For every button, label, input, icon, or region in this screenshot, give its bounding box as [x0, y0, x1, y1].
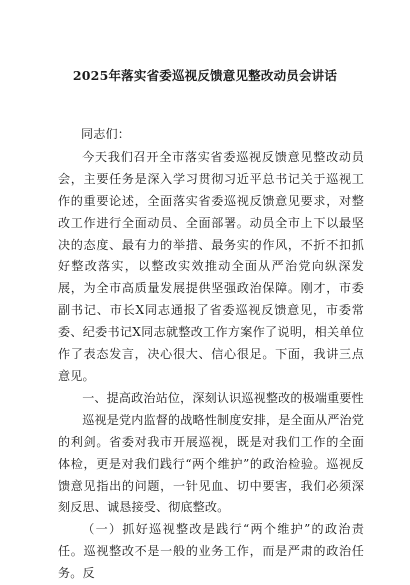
paragraph-subsection-1: （一）抓好巡视整改是践行“两个维护”的政治责任。巡视整改不是一般的业务工作，而是严肃的政治任务。反 — [58, 522, 364, 581]
paragraph-intro: 今天我们召开全市落实省委巡视反馈意见整改动员会，主要任务是深入学习贯彻习近平总书记关于巡视工作的重要论述，全面落实省委巡视反馈意见要求，对整改工作进行全面动员、全面部署。动员全市上下以最坚决的态度、最有力的举措、最务实的作风，不折不扣抓好整改落实，以整改实效推动全面从严治党向纵深发展，为全市高质量发展提供坚强政治保障。刚才，市委副书记、市长X同志通报了省委巡视反馈意见，市委常委、纪委书记X同志就整改工作方案作了说明，相关单位作了表态发言，决心很大、信心很足。下面，我讲三点意见。 — [58, 149, 364, 383]
document-body — [58, 124, 364, 585]
section-heading-1: 一、提高政治站位，深刻认识巡视整改的极端重要性 — [82, 390, 364, 405]
document-title: 2025年落实省委巡视反馈意见整改动员会讲话 — [72, 68, 338, 83]
salutation: 同志们： — [80, 127, 130, 141]
paragraph-section-1: 巡视是党内监督的战略性制度安排，是全面从严治党的利剑。省委对我市开展巡视，既是对我们工作的全面体检，更是对我们践行“两个维护”的政治检验。巡视反馈意见指出的问题，一针见血、切中要害，我们必须深刻反思、诚恳接受、彻底整改。 — [58, 412, 364, 515]
